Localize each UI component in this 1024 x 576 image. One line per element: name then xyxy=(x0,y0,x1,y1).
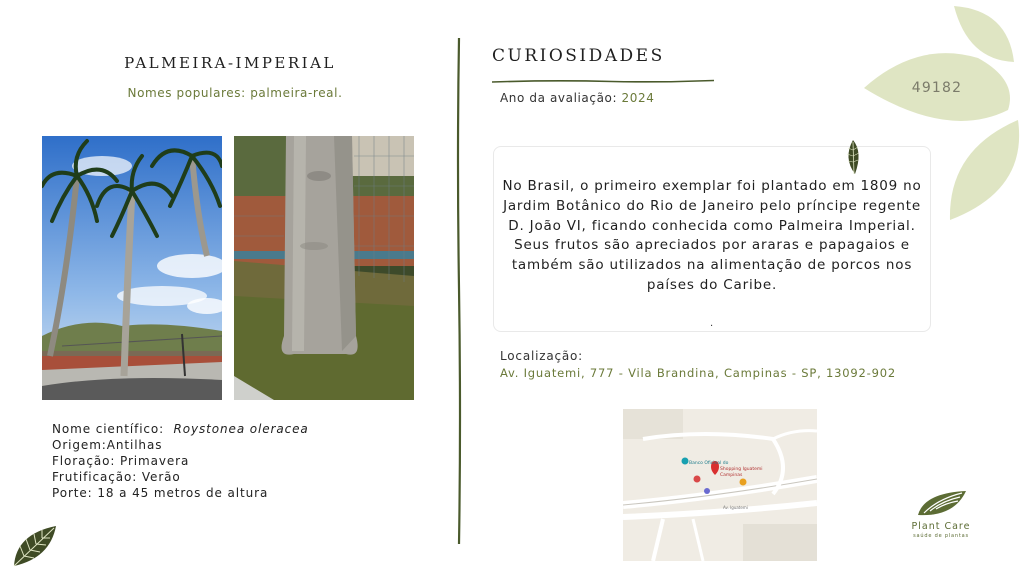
size-row: Porte: 18 a 45 metros de altura xyxy=(52,486,269,500)
popular-names xyxy=(60,86,410,100)
column-divider xyxy=(456,38,462,544)
decorative-leaves xyxy=(858,0,1024,230)
map-label-3: Campinas xyxy=(720,473,743,478)
palm-trees-photo xyxy=(42,136,222,400)
scientific-name-label: Nome científico: xyxy=(52,422,165,436)
flowering-row: Floração: Primavera xyxy=(52,454,190,468)
evaluation-year-value: 2024 xyxy=(621,91,655,105)
scientific-name-row xyxy=(52,421,309,437)
brand-tagline: saúde de plantas xyxy=(913,533,969,539)
scientific-name-value: Roystonea oleracea xyxy=(173,422,309,436)
map-pin-icon xyxy=(682,458,689,465)
evaluation-year xyxy=(500,91,655,105)
plant-care-logo xyxy=(914,487,970,521)
heading-underline xyxy=(492,69,714,74)
map-pin-icon xyxy=(704,488,710,494)
map-label-1: Banco Oficinal do xyxy=(689,461,729,466)
origin-row: Origem:Antilhas xyxy=(52,438,163,452)
location-address[interactable]: Av. Iguatemi, 777 - Vila Brandina, Campinas - SP, 13092-902 xyxy=(500,366,896,380)
popular-names-value: palmeira-real. xyxy=(250,86,343,100)
map-pin-icon xyxy=(740,479,747,486)
fruiting-row: Frutificação: Verão xyxy=(52,470,181,484)
map-label-4: Av. Iguatemi xyxy=(723,505,748,510)
popular-names-label: Nomes populares: xyxy=(127,86,246,100)
plant-details xyxy=(52,421,309,501)
curiosity-text: No Brasil, o primeiro exemplar foi plantado em 1809 no Jardim Botânico do Rio de Janeiro pelo príncipe regente D. João VI, ficando conhecida como Palmeira Imperial. Seus frutos são apreciados por araras e papagaios e também são utilizados na alimentação de porcos nos países do Caribe. xyxy=(502,178,922,293)
curiosity-dot: . xyxy=(710,318,714,329)
brand-name: Plant Care xyxy=(911,521,971,532)
evaluation-year-label: Ano da avaliação: xyxy=(500,91,618,105)
map-label-2: Shopping Iguatemi xyxy=(720,467,763,472)
record-id: 49182 xyxy=(911,80,963,96)
location-map[interactable] xyxy=(623,409,817,561)
palm-trunk-photo xyxy=(234,136,414,400)
species-title: PALMEIRA-IMPERIAL xyxy=(124,54,336,72)
leaf-icon xyxy=(10,522,60,568)
curiosities-heading: CURIOSIDADES xyxy=(492,46,665,66)
map-pin-icon xyxy=(694,476,701,483)
location-label: Localização: xyxy=(500,349,584,363)
